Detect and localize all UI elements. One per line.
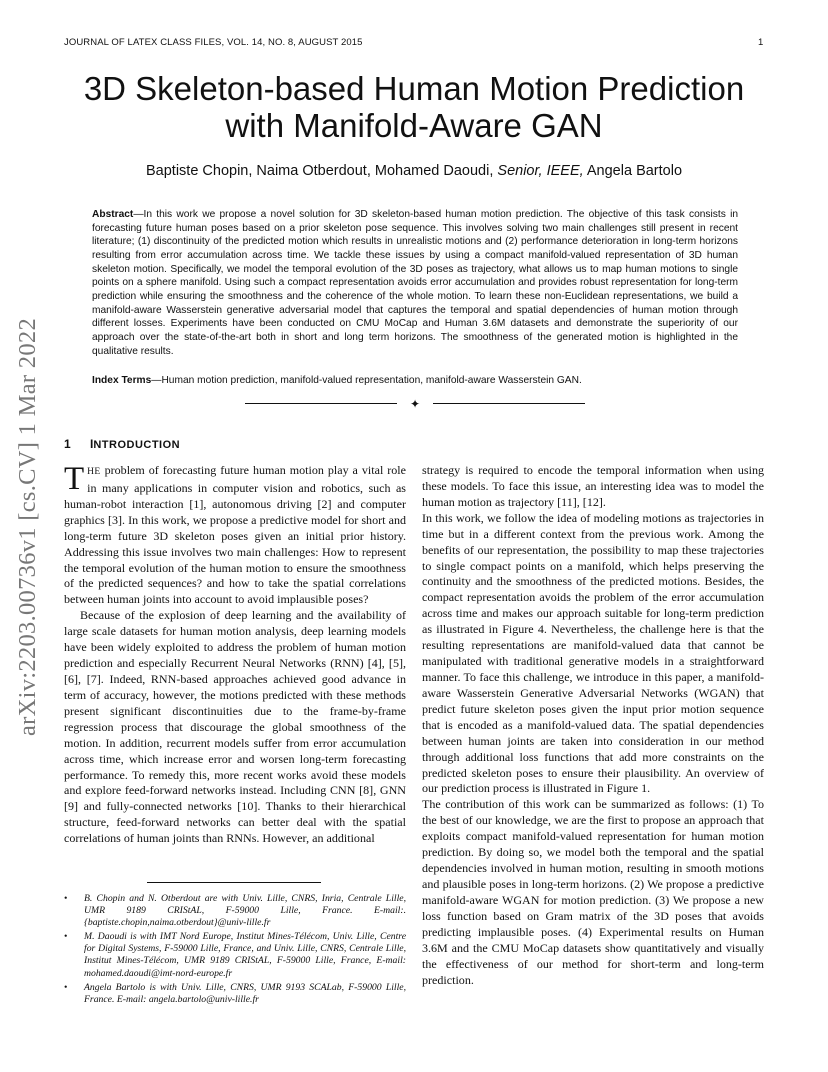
title-line-2: with Manifold-Aware GAN (225, 107, 603, 144)
body-column-left (64, 463, 406, 847)
title-line-1: 3D Skeleton-based Human Motion Prediction (83, 70, 745, 107)
bullet-icon: • (64, 981, 68, 993)
paragraph: Because of the explosion of deep learning and the availability of large scale datasets for human motion analysis, deep learning models have been widely exploited to address the problem of human motion prediction and especially Recurrent Neural Networks (RNN) [4], [5], [6], [7]. Indeed, RNN-based approaches achieved good advance in term of accuracy, however, the motions predicted with these methods present significant discontinuities due to the frame-by-frame regression process that discourage the global smoothness of the motion. In addition, recurrent models suffer from error accumulation across time, which increase error and worsen long-term forecasting performance. To remedy this, more recent works avoid these models and explore feed-forward networks instead. Including CNN [8], GNN [9] and fully-connected networks [10]. Thanks to their hierarchical structure, feed-forward networks can better deal with the spatial correlations of human joints than RNNs. However, an additional (64, 608, 406, 846)
paragraph: The contribution of this work can be summarized as follows: (1) To the best of our knowledge, we are the first to propose an approach that exploits compact manifold-valued representation for human motion prediction. By doing so, we model both the temporal and the spatial dependencies involved in human motion, resulting in smooth motions and plausible poses in long-term horizons. (2) We propose a predictive manifold-aware WGAN for motion prediction. (3) We propose a new loss function based on Gram matrix of the 3D poses that avoids predicting implausible poses. (4) Experimental results on Human 3.6M and the CMU MoCap datasets show quantitatively and visually the effectiveness of our method for short-term and long-term prediction. (422, 797, 764, 987)
author-names: Baptiste Chopin, Naima Otberdout, Mohamed Daoudi, (145, 163, 498, 179)
footnote-item (64, 893, 406, 929)
paragraph: In this work, we follow the idea of modeling motions as trajectories in time but in a different context from the previous work. Among the benefits of our representation, the possibility to map these trajectories to single compact points on a manifold, which helps preserving the continuity and the smoothness of the predicted motions. Besides, the compact representation avoids the problem of the error accumulation across time and makes our approach suitable for long-term prediction as illustrated in Figure 4. Nevertheless, the challenge here is that the resulting representations are manifold-valued data that cannot be manipulated with traditional generative models in a straightforward manner. To face this challenge, we introduce in this paper, a manifold-aware Wasserstein Generative Adversarial Networks (WGAN) that predict future skeleton poses given the input prior motion sequence that is encoded as a manifold-valued data. The spatial dependencies between human joints are taken into consideration in our method through additional loss functions that add more constraints on the predicted skeleton poses to ensure their plausibility. An overview of our prediction process is illustrated in Figure 1. (422, 510, 764, 796)
arxiv-stamp (4, 288, 52, 766)
bullet-icon: • (64, 931, 68, 943)
section-divider (245, 397, 585, 411)
index-terms (92, 375, 738, 386)
divider-line-right (433, 403, 585, 404)
paragraph-text: problem of forecasting future human motion play a vital role in many applications in computer vision and robotics, such as human-robot interaction [1], autonomous driving [2] and computer graphics [3]. In this work, we propose a predictive model for short and long-term future 3D skeleton poses given an initial prior history. Addressing this issue involves two main challenges: How to represent the temporal evolution of the human motion to ensure the smoothness of the predicted sequences? and how to take the spatial correlations between human joints into account to avoid implausible poses? (64, 463, 406, 607)
abstract-label: Abstract (92, 209, 134, 220)
page-number: 1 (758, 37, 764, 48)
author-list (60, 163, 768, 179)
footnote-item (64, 931, 406, 979)
paragraph (64, 463, 406, 608)
abstract (92, 208, 738, 358)
footnote-text: B. Chopin and N. Otberdout are with Univ. Lille, CNRS, Inria, Centrale Lille, UMR 9189 CRIStAL, F-59000 Lille, France. E-mail:. {baptiste.chopin,naima.otberdout}@univ-lille.fr (84, 893, 406, 929)
author-names-last: Angela Bartolo (583, 163, 683, 179)
index-terms-text: —Human motion prediction, manifold-valued representation, manifold-aware Wasserstein GAN. (151, 375, 582, 386)
paper-title (60, 70, 768, 144)
divider-line-left (245, 403, 397, 404)
abstract-text: —In this work we propose a novel solution for 3D skeleton-based human motion prediction. The objective of this task consists in forecasting future human poses based on a prior skeleton pose sequence. This involves solving two main challenges still present in recent literature; (1) discontinuity of the predicted motion which results in unrealistic motions and (2) performance deterioration in long-term horizons resulting from error accumulation across time. We tackle these issues by using a compact manifold-valued representation of 3D human skeleton motion. Specifically, we model the temporal evolution of the 3D poses as trajectory, what allows us to map human motions to single points on a sphere manifold. Using such a compact representation avoids error accumulation and provides robust representation for long-term prediction while ensuring the smoothness and the coherence of the whole motion. To learn these non-Euclidean representations, we build a manifold-aware Wasserstein generative adversarial model that captures the temporal and spatial dependencies of human motion through different losses. Experiments have been conducted on CMU MoCap and Human 3.6M datasets and demonstrate the superiority of our approach over the state-of-the-art both in short and long term horizons. The smoothness of the generated motion is highlighted in the qualitative results. (92, 209, 738, 357)
divider-diamond-icon: ✦ (409, 397, 421, 411)
section-title-initial: I (90, 437, 94, 451)
section-number: 1 (64, 437, 71, 451)
arxiv-stamp-text: arXiv:2203.00736v1 [cs.CV] 1 Mar 2022 (14, 317, 41, 737)
bullet-icon: • (64, 893, 68, 904)
drop-cap: T (64, 461, 85, 497)
section-heading (64, 437, 180, 451)
footnote-text: M. Daoudi is with IMT Nord Europe, Institut Mines-Télécom, Univ. Lille, Centre for Digital Systems, F-59000 Lille, France, and Univ. Lille, CNRS, Centrale Lille, Institut Mines-Télécom, UMR 9189 CRIStAL, F-59000 Lille, France, E-mail: mohamed.daoudi@imt-nord-europe.fr (84, 931, 406, 979)
footnote-text: Angela Bartolo is with Univ. Lille, CNRS, UMR 9193 SCALab, F-59000 Lille, France. E-mail: angela.bartolo@univ-lille.fr (84, 981, 406, 1005)
paragraph: strategy is required to encode the temporal information when using these models. To face this issue, an interesting idea was to model the human motion as trajectory [11], [12]. (422, 463, 764, 509)
body-column-right (422, 463, 764, 988)
footnotes (64, 893, 406, 1008)
footnote-rule (147, 882, 321, 883)
author-grade: Senior, IEEE, (497, 163, 584, 179)
index-terms-label: Index Terms (92, 375, 152, 386)
lead-smallcaps: HE (87, 467, 101, 477)
section-title-rest: NTRODUCTION (93, 439, 181, 451)
running-head: JOURNAL OF LATEX CLASS FILES, VOL. 14, NO. 8, AUGUST 2015 (64, 37, 363, 48)
footnote-item (64, 982, 406, 1006)
